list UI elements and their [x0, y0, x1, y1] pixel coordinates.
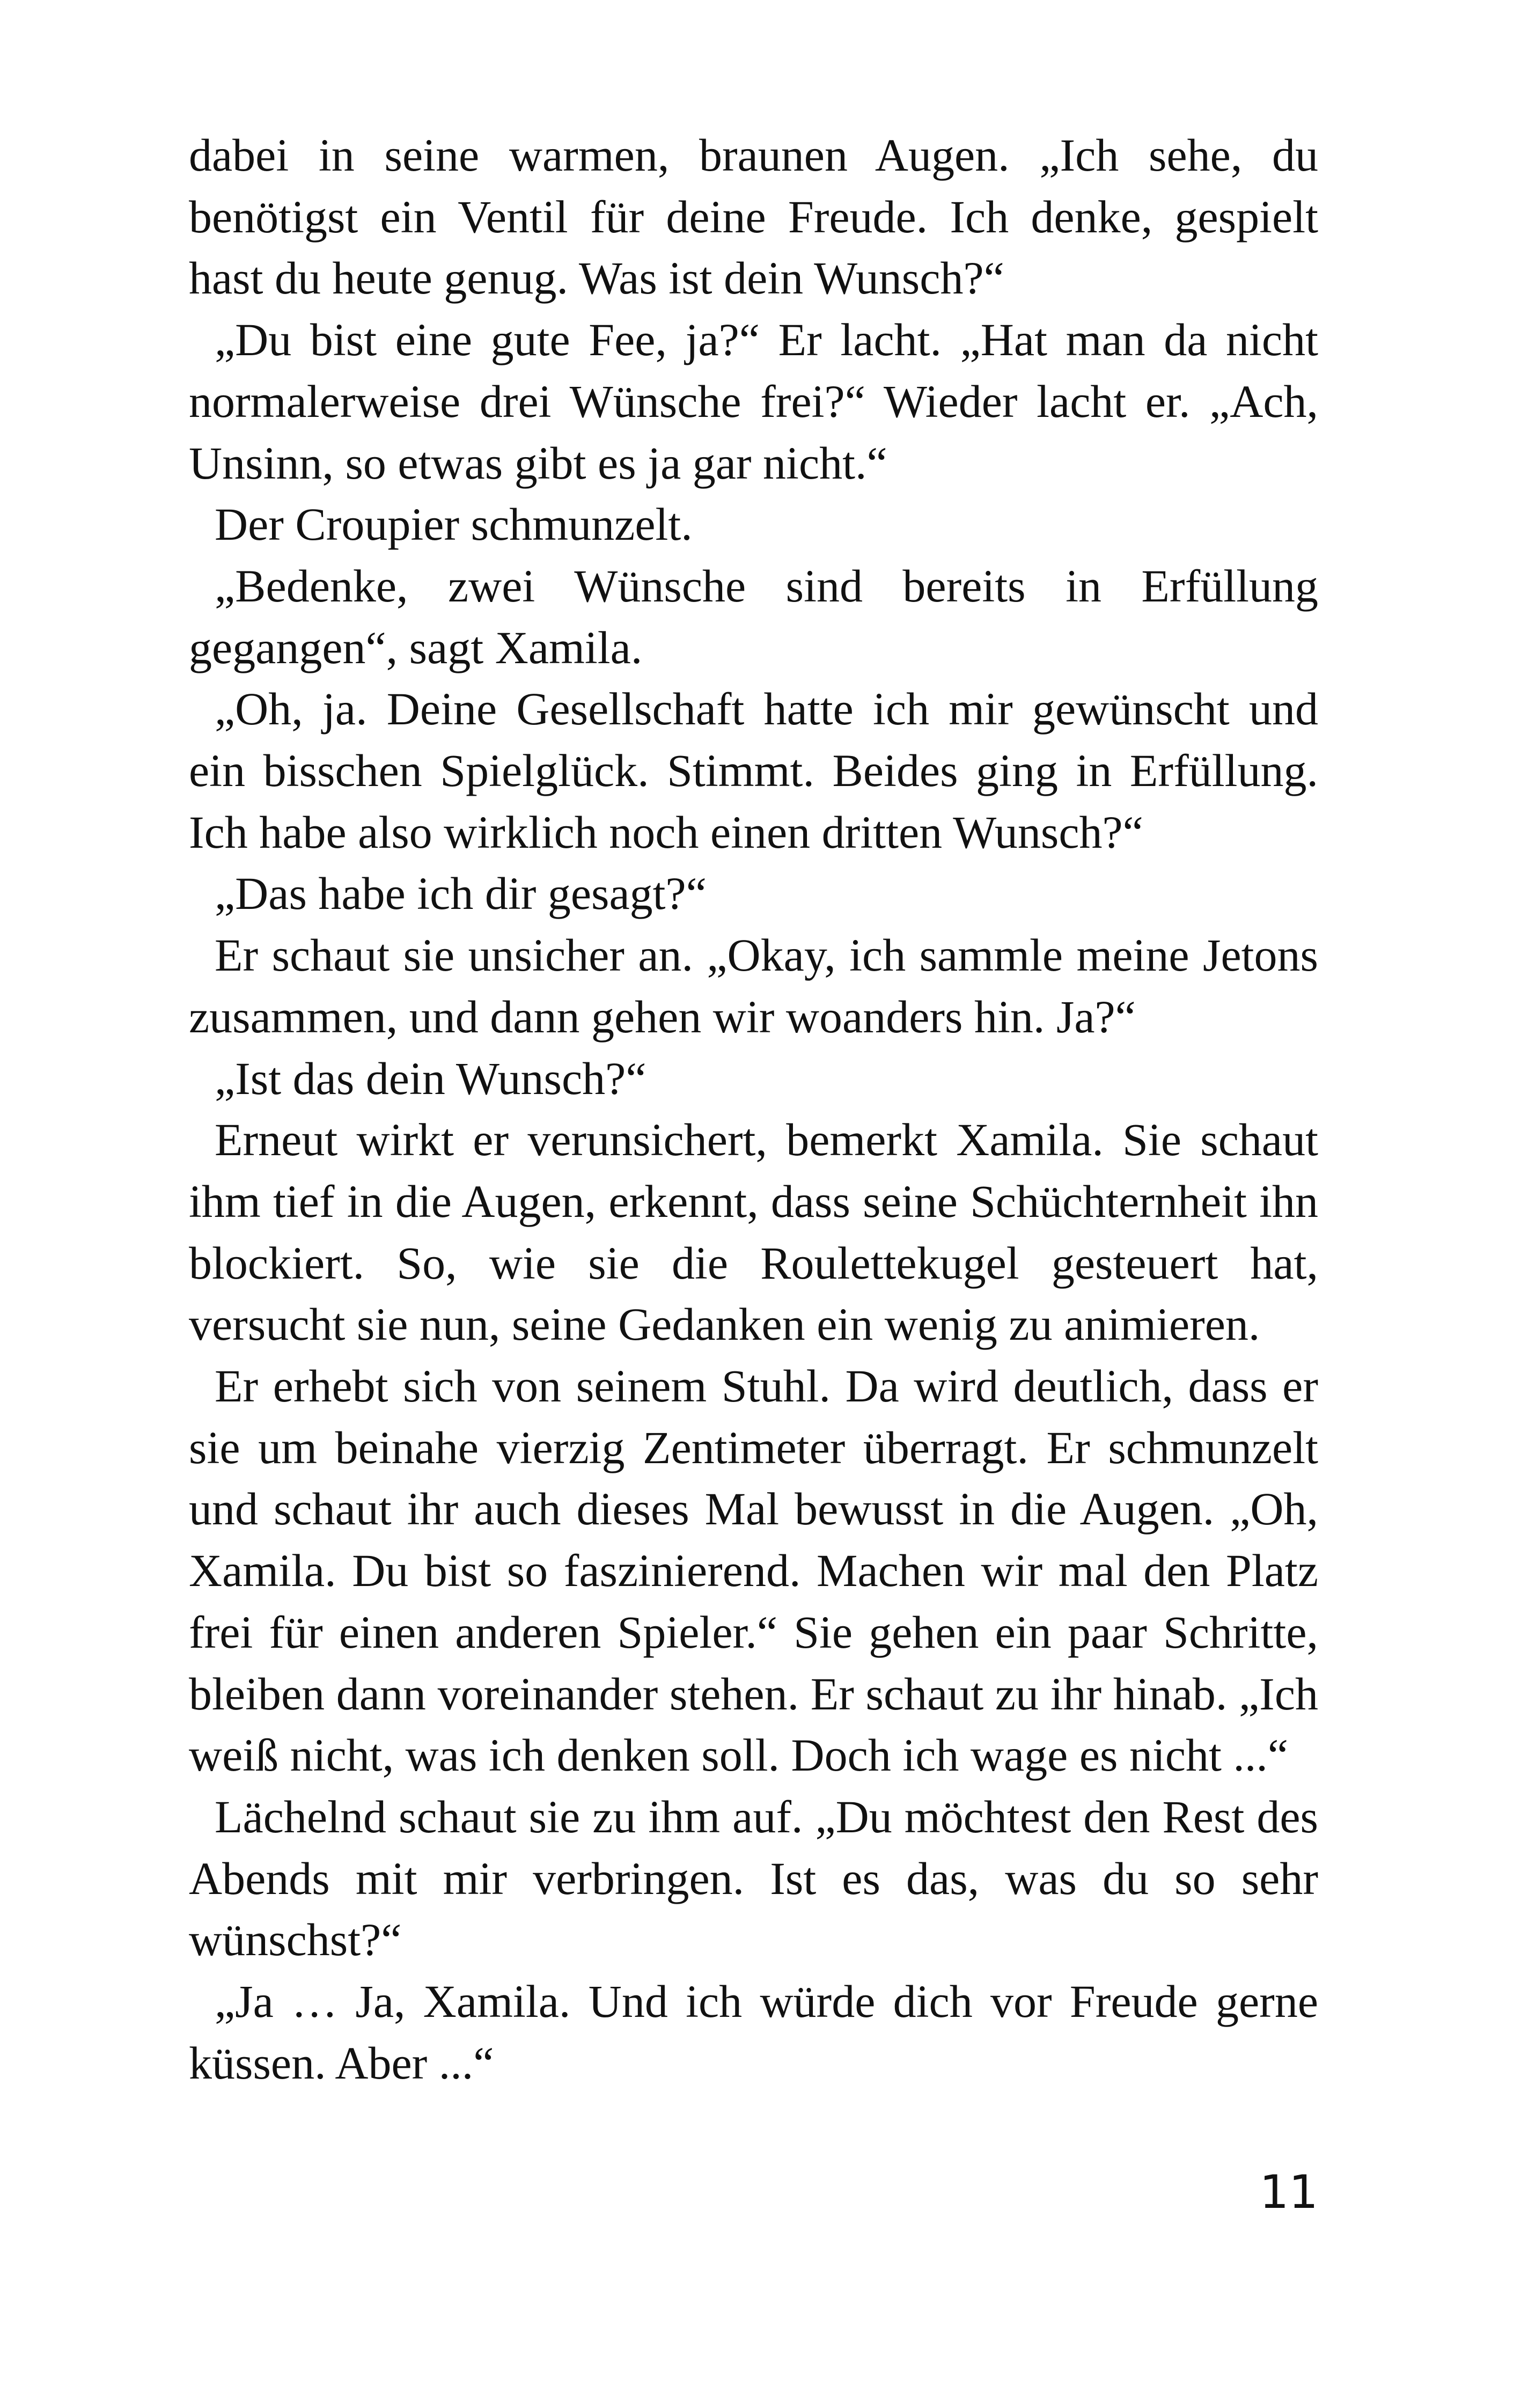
page-number: 11 [1259, 2165, 1318, 2219]
paragraph: Er schaut sie unsicher an. „Okay, ich sammle meine Jetons zusammen, und dann gehen wir woanders hin. Ja?“ [189, 929, 1318, 1043]
paragraph: dabei in seine warmen, braunen Augen. „Ich sehe, du benötigst ein Ventil für deine Freude. Ich denke, gespielt hast du heute genug. Was ist dein Wunsch?“ [189, 129, 1318, 304]
paragraph: „Ja … Ja, Xamila. Und ich würde dich vor Freude gerne küssen. Aber ...“ [189, 1976, 1318, 2089]
paragraph: „Du bist eine gute Fee, ja?“ Er lacht. „Hat man da nicht normalerweise drei Wünsche frei?“ Wieder lacht er. „Ach, Unsinn, so etwas gibt es ja gar nicht.“ [189, 314, 1318, 489]
paragraph: „Ist das dein Wunsch?“ [215, 1052, 646, 1104]
paragraph: „Bedenke, zwei Wünsche sind bereits in Erfüllung gegangen“, sagt Xamila. [189, 560, 1318, 673]
paragraph: „Oh, ja. Deine Gesellschaft hatte ich mir gewünscht und ein bisschen Spielglück. Stimmt. Beides ging in Erfüllung. Ich habe also wirklich noch einen dritten Wunsch?“ [189, 683, 1318, 858]
paragraph: Lächelnd schaut sie zu ihm auf. „Du möchtest den Rest des Abends mit mir verbringen. Ist es das, was du so sehr wünschst?“ [189, 1790, 1318, 1966]
paragraph: Erneut wirkt er verunsichert, bemerkt Xamila. Sie schaut ihm tief in die Augen, erkennt, dass seine Schüchternheit ihn blockiert. So, wie sie die Roulettekugel gesteuert hat, versucht sie nun, seine Gedanken ein wenig zu animieren. [189, 1114, 1318, 1350]
paragraph: „Das habe ich dir gesagt?“ [215, 868, 707, 920]
body-text [189, 124, 1318, 2094]
paragraph: Er erhebt sich von seinem Stuhl. Da wird deutlich, dass er sie um beinahe vierzig Zentimeter überragt. Er schmunzelt und schaut ihr auch dieses Mal bewusst in die Augen. „Oh, Xamila. Du bist so faszinierend. Machen wir mal den Platz frei für einen anderen Spieler.“ Sie gehen ein paar Schritte, bleiben dann voreinander stehen. Er schaut zu ihr hinab. „Ich weiß nicht, was ich denken soll. Doch ich wage es nicht ...“ [189, 1360, 1318, 1781]
paragraph: Der Croupier schmunzelt. [215, 498, 693, 550]
